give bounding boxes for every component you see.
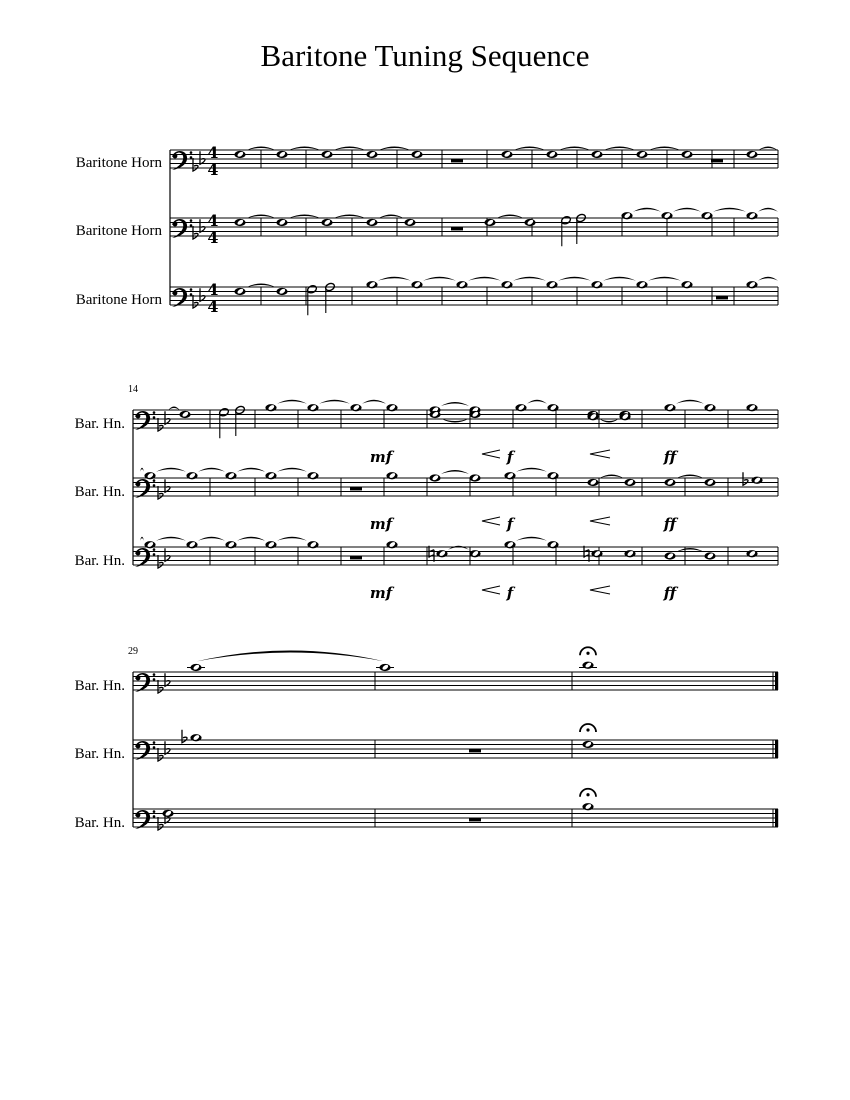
- dynamic-ff: ff: [663, 584, 677, 602]
- tie: [468, 277, 501, 281]
- tie: [513, 277, 546, 281]
- bass-clef-icon: [173, 222, 178, 227]
- whole-rest: [716, 296, 728, 300]
- time-sig-num-p2: 4: [207, 211, 219, 230]
- dynamic-ff: ff: [663, 448, 677, 466]
- flat-icon: [165, 548, 170, 561]
- flat-icon: [158, 555, 163, 568]
- dynamics: [370, 448, 679, 602]
- tie: [676, 400, 704, 404]
- tie: [603, 277, 636, 281]
- bass-clef-icon: [153, 411, 156, 414]
- flat-icon: [743, 472, 748, 485]
- flat-icon: [200, 151, 205, 164]
- flat-icon: [193, 226, 198, 239]
- bass-clef-icon: [153, 416, 156, 419]
- tie: [713, 208, 746, 212]
- bass-clef-icon: [153, 678, 156, 681]
- flat-icon: [165, 741, 170, 754]
- crescendo-hairpin: [590, 586, 610, 594]
- tie: [378, 277, 411, 281]
- crescendo-hairpin: [590, 450, 610, 458]
- time-sig-num-p3: 4: [207, 280, 219, 299]
- bass-clef-icon: [136, 482, 141, 487]
- bass-clef-icon: [190, 293, 193, 296]
- tie: [441, 402, 469, 406]
- time-sig-den-p2: 4: [207, 228, 219, 247]
- staff-label-s2-p2: Bar. Hn.: [74, 484, 125, 500]
- tie: [441, 470, 469, 474]
- whole-rest: [451, 227, 463, 231]
- tie: [758, 277, 778, 281]
- tie: [362, 400, 386, 404]
- natural-icon: [584, 546, 589, 562]
- tie: [516, 468, 547, 472]
- tie: [277, 400, 307, 404]
- tie: [648, 277, 681, 281]
- bass-clef-icon: [153, 810, 156, 813]
- whole-rest: [469, 818, 481, 822]
- flat-icon: [193, 158, 198, 171]
- staff-label-s3-p2: Bar. Hn.: [74, 746, 125, 762]
- slur: [196, 651, 385, 662]
- bass-clef-icon: [153, 484, 156, 487]
- tie: [516, 537, 547, 541]
- whole-rest: [469, 749, 481, 753]
- final-barline: [775, 740, 778, 758]
- final-barline: [775, 809, 778, 827]
- flat-icon: [158, 680, 163, 693]
- dynamic-mf: mf: [369, 448, 393, 466]
- flat-icon: [165, 479, 170, 492]
- flat-icon: [165, 673, 170, 686]
- time-sig-den-p3: 4: [207, 297, 219, 316]
- bass-clef-icon: [136, 551, 141, 556]
- bass-clef-icon: [173, 154, 178, 159]
- bass-clef-icon: [153, 746, 156, 749]
- tie: [156, 537, 186, 541]
- tie: [198, 468, 225, 472]
- bass-clef-icon: [173, 291, 178, 296]
- tie: [527, 400, 547, 404]
- tie: [633, 208, 661, 212]
- crescendo-hairpin: [590, 517, 610, 525]
- tie: [140, 468, 144, 472]
- measure-number-29: 29: [128, 646, 138, 657]
- whole-rest: [711, 159, 723, 163]
- staff-label-s3-p3: Bar. Hn.: [74, 815, 125, 831]
- bass-clef-icon: [153, 548, 156, 551]
- flat-icon: [158, 817, 163, 830]
- tie: [237, 537, 265, 541]
- tie: [277, 468, 307, 472]
- dynamic-f: f: [506, 515, 514, 533]
- dynamic-f: f: [506, 584, 514, 602]
- whole-rest: [350, 556, 362, 560]
- tie: [423, 277, 456, 281]
- tie: [558, 277, 591, 281]
- bass-clef-icon: [153, 815, 156, 818]
- time-signatures: [207, 143, 218, 316]
- crescendo-hairpin: [482, 586, 500, 594]
- staff-label-s1-p3: Baritone Horn: [75, 292, 162, 308]
- staff-label-s2-p1: Bar. Hn.: [74, 416, 125, 432]
- crescendo-hairpin: [482, 450, 500, 458]
- staff-label-s1-p1: Baritone Horn: [75, 155, 162, 171]
- dynamic-mf: mf: [369, 515, 393, 533]
- tie: [277, 537, 307, 541]
- tie: [673, 208, 701, 212]
- tie: [319, 400, 350, 404]
- bass-clef-icon: [136, 414, 141, 419]
- bass-clef-icon: [190, 288, 193, 291]
- fermata-icon: [586, 728, 589, 731]
- tie: [140, 537, 144, 541]
- fermata-icon: [586, 652, 589, 655]
- natural-icon: [429, 546, 434, 562]
- bass-clef-icon: [153, 553, 156, 556]
- bass-clef-icon: [153, 673, 156, 676]
- staff-label-s3-p1: Bar. Hn.: [74, 678, 125, 694]
- crescendo-hairpin: [482, 517, 500, 525]
- dynamic-f: f: [506, 448, 514, 466]
- flat-icon: [193, 295, 198, 308]
- bass-clef-icon: [190, 224, 193, 227]
- tie: [758, 208, 778, 212]
- flat-icon: [158, 748, 163, 761]
- flat-icon: [165, 411, 170, 424]
- flat-icon: [200, 288, 205, 301]
- dynamic-mf: mf: [369, 584, 393, 602]
- final-barline: [775, 672, 778, 690]
- whole-rest: [350, 487, 362, 491]
- bass-clef-icon: [136, 744, 141, 749]
- time-sig-num-p1: 4: [207, 143, 219, 162]
- whole-rest: [451, 159, 463, 163]
- score-title: Baritone Tuning Sequence: [260, 38, 590, 73]
- flat-icon: [182, 730, 187, 743]
- flat-icon: [200, 219, 205, 232]
- tie: [448, 546, 469, 550]
- fermata-icon: [586, 793, 589, 796]
- tie: [237, 468, 265, 472]
- tie: [198, 537, 225, 541]
- notation: [133, 147, 778, 831]
- flat-icon: [158, 486, 163, 499]
- bass-clef-icon: [190, 219, 193, 222]
- measure-number-14: 14: [128, 384, 138, 395]
- bass-clef-icon: [136, 676, 141, 681]
- tie: [156, 468, 186, 472]
- bass-clef-icon: [190, 156, 193, 159]
- bass-clef-icon: [153, 741, 156, 744]
- flat-icon: [158, 418, 163, 431]
- staff-label-s2-p3: Bar. Hn.: [74, 553, 125, 569]
- dynamic-ff: ff: [663, 515, 677, 533]
- staff-label-s1-p2: Baritone Horn: [75, 223, 162, 239]
- bass-clef-icon: [136, 813, 141, 818]
- time-sig-den-p1: 4: [207, 160, 219, 179]
- bass-clef-icon: [190, 151, 193, 154]
- instrument-labels: [75, 155, 163, 831]
- bass-clef-icon: [153, 479, 156, 482]
